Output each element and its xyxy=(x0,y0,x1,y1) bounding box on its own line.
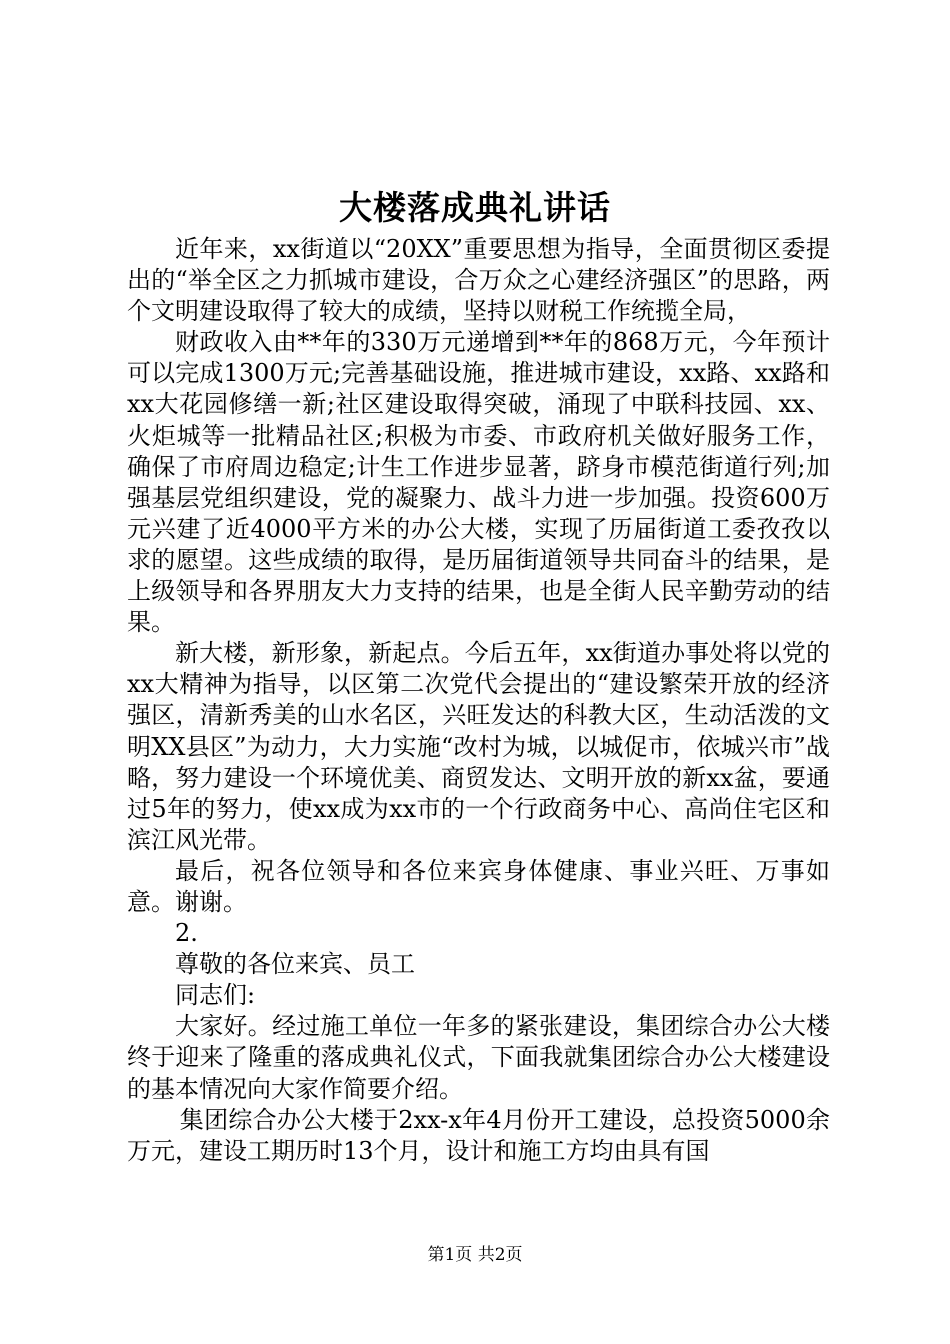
paragraph: 新大楼，新形象，新起点。今后五年，xx街道办事处将以党的xx大精神为指导，以区第二次党代会提出的“建设繁荣开放的经济强区，清新秀美的山水名区，兴旺发达的科教大区，生动活泼的文明XX县区”为动力，大力实施“改村为城，以城促市，依城兴市”战略，努力建设一个环境优美、商贸发达、文明开放的新xx盆，要通过5年的努力，使xx成为xx市的一个行政商务中心、高尚住宅区和滨江风光带。 xyxy=(127,639,830,854)
paragraph: 最后，祝各位领导和各位来宾身体健康、事业兴旺、万事如意。谢谢。 xyxy=(127,856,830,916)
salutation: 尊敬的各位来宾、员工 xyxy=(175,950,415,979)
salutation: 同志们: xyxy=(175,981,256,1010)
paragraph: 集团综合办公大楼于2xx-x年4月份开工建设，总投资5000余万元，建设工期历时13个月，设计和施工方均由具有国 xyxy=(127,1105,830,1165)
document-body xyxy=(127,234,830,1167)
paragraph: 近年来，xx街道以“20XX”重要思想为指导，全面贯彻区委提出的“举全区之力抓城市建设，合万众之心建经济强区”的思路，两个文明建设取得了较大的成绩，坚持以财税工作统揽全局， xyxy=(127,235,830,326)
paragraph: 大家好。经过施工单位一年多的紧张建设，集团综合办公大楼终于迎来了隆重的落成典礼仪式，下面我就集团综合办公大楼建设的基本情况向大家作简要介绍。 xyxy=(127,1012,830,1103)
document-title: 大楼落成典礼讲话 xyxy=(339,188,611,227)
paragraph: 财政收入由**年的330万元递增到**年的868万元，今年预计可以完成1300万元;完善基础设施，推进城市建设，xx路、xx路和xx大花园修缮一新;社区建设取得突破，涌现了中联科技园、xx、火炬城等一批精品社区;积极为市委、市政府机关做好服务工作，确保了市府周边稳定;计生工作进步显著，跻身市模范街道行列;加强基层党组织建设，党的凝聚力、战斗力进一步加强。投资600万元兴建了近4000平方米的办公大楼，实现了历届街道工委孜孜以求的愿望。这些成绩的取得，是历届街道领导共同奋斗的结果，是上级领导和各界朋友大力支持的结果，也是全街人民辛勤劳动的结果。 xyxy=(127,328,830,637)
page-indicator: 第1页 共2页 xyxy=(427,1245,523,1265)
section-number: 2. xyxy=(175,919,198,948)
